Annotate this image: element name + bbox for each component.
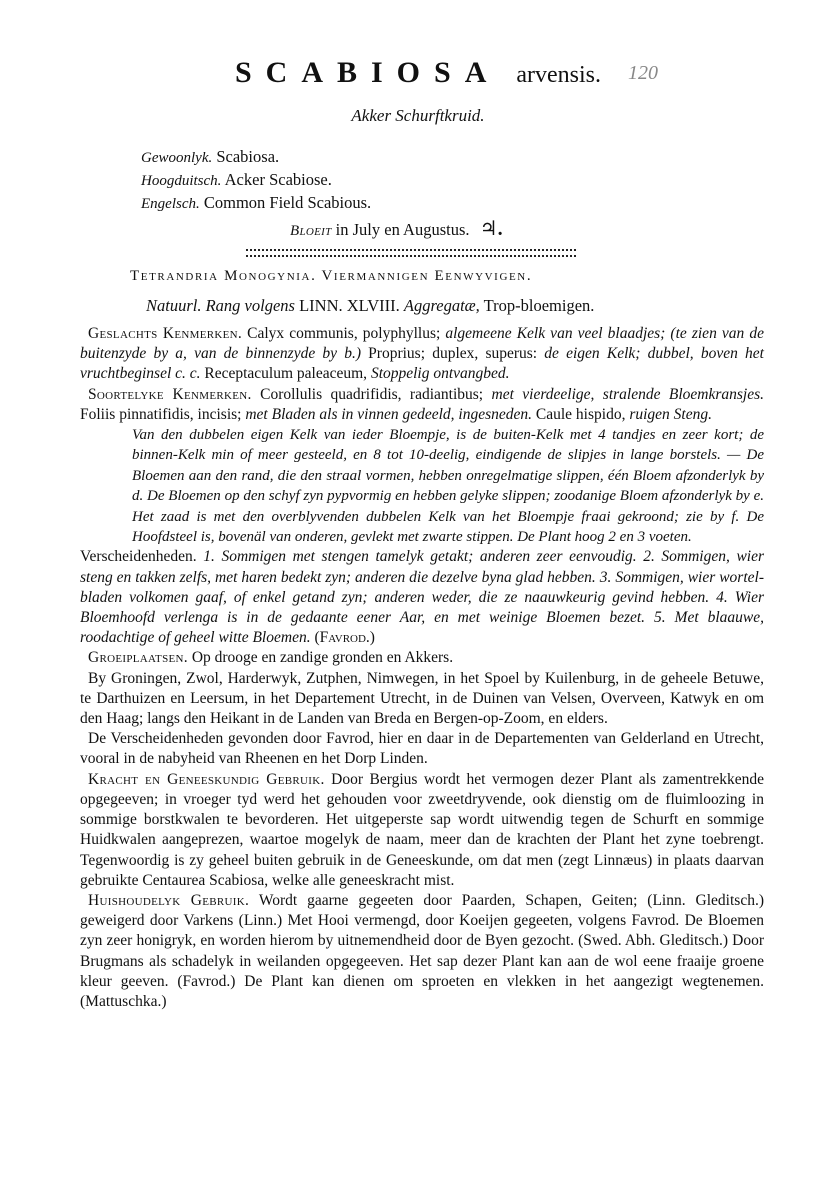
genus-title: SCABIOSA <box>234 56 501 89</box>
section-label: Verscheidenheden. <box>80 548 197 566</box>
latin-text: Caule hispido, <box>535 405 626 423</box>
rank-number: XLVIII. <box>346 296 400 315</box>
page-title <box>0 56 836 90</box>
name-row-2 <box>141 192 371 215</box>
natural-rank <box>146 296 594 316</box>
name-value: Scabiosa. <box>216 147 280 166</box>
dutch-text: de eigen Kelk; dubbel, boven het vruchtbeginsel c. c. <box>80 345 764 383</box>
bloom-label: Bloeit <box>290 223 332 239</box>
varieties-text: 1. Sommigen met stengen tamelyk getakt; anderen zeer eenvoudig. 2. Sommigen, wier steng en takken zelfs, met haren bedekt zyn; anderen die dezelve byna glad hebben. 3. Sommigen, wier wortel-bladen volkomen gaaf, of enkel getand zyn; anderen weder, die ze naauwkeurig gevind hebben. 4. Wier Bloemhoofd verlenga is in de gedaante eener Aar, en met weinige Bloemen bezet. 5. Met blaauwe, roodachtige of geheel witte Bloemen. <box>80 548 765 647</box>
habitat-heading <box>80 648 764 668</box>
habitat-locations: By Groningen, Zwol, Harderwyk, Zutphen, Nimwegen, in het Spoel by Kuilenburg, in de geheele Betuwe, te Darthuizen en Leersum, in het Departement Utrecht, in de Duinen van Velsen, Overveen, Katwyk en om den Haag; langs den Heikant in de Landen van Breda en Bergen-op-Zoom, en elders. <box>80 669 764 728</box>
genus-characters <box>80 324 764 385</box>
latin-text: Receptaculum paleaceum, <box>204 365 368 383</box>
dutch-text: met Bladen als in vinnen gedeeld, ingesneden. <box>245 405 533 423</box>
household-use <box>80 891 764 1012</box>
names-list <box>141 146 371 215</box>
rank-linn: LINN. <box>299 296 343 315</box>
body-text <box>80 324 764 1012</box>
common-name: Akker Schurftkruid. <box>351 106 485 125</box>
habitat-varieties: De Verscheidenheden gevonden door Favrod, hier en daar in de Departementen van Gelderland en Utrecht, vooral in de nabyheid van Rheenen en het Dorp Linden. <box>80 730 764 768</box>
name-lang: Hoogduitsch. <box>141 173 222 189</box>
section-label: Soortelyke Kenmerken. <box>88 385 252 403</box>
ornamental-divider <box>246 249 576 257</box>
section-label: Huishoudelyk Gebruik. <box>88 891 250 909</box>
species-characters <box>80 385 764 425</box>
name-row-1 <box>141 169 371 192</box>
dutch-text: Stoppelig ontvangbed. <box>370 365 510 383</box>
name-value: Acker Scabiose. <box>224 170 332 189</box>
dutch-text: ruigen Steng. <box>629 405 712 423</box>
dutch-text: algemeene Kelk van veel blaadjes; (te zien van de buitenzyde by a, van de binnenzyde by b.) <box>80 325 764 363</box>
habitat-text: Op drooge en zandige gronden en Akkers. <box>191 649 454 667</box>
classification: Tetrandria Monogynia. Viermannigen Eenwyvigen. <box>130 268 533 284</box>
name-lang: Engelsch. <box>141 196 200 212</box>
name-lang: Gewoonlyk. <box>141 150 213 166</box>
name-row-0 <box>141 146 371 169</box>
latin-text: Proprius; duplex, superus: <box>368 345 538 363</box>
species-title: arvensis. <box>516 62 602 88</box>
latin-text: Foliis pinnatifidis, incisis; <box>80 405 242 423</box>
bloom-text: in July en Augustus. <box>335 220 470 239</box>
perennial-symbol: ♃. <box>479 218 503 240</box>
rank-dutch: Trop-bloemigen. <box>483 296 595 315</box>
rank-order: Aggregatæ, <box>403 296 480 315</box>
varieties-paragraph <box>80 547 764 648</box>
section-label: Kracht en Geneeskundig Gebruik. <box>88 770 325 788</box>
reference: (Favrod.) <box>314 629 375 647</box>
name-value: Common Field Scabious. <box>203 193 372 212</box>
description-paragraph: Van den dubbelen eigen Kelk van ieder Bloempje, is de buiten-Kelk met 4 tandjes en zeer kort; de binnen-Kelk min of meer gesteeld, en 8 tot 10-deelig, eindigende de slipjes in lange borstels. — De Bloemen aan den rand, die den straal vormen, hebben onregelmatige slippen, één Bloem afzonderlyk by d. De Bloemen op den schyf zyn pypvormig en hebben gelyke slippen; zoodanige Bloem afzonderlyk by e. Het zaad is met den overblyvenden dubbelen Kelk van het Bloempje fraai gekroond; zie by f. De Hoofdsteel is, bovenäl van onderen, gevlekt met zwarte stippen. De Plant hoog 2 en 3 voeten. <box>132 427 764 546</box>
latin-text: Calyx communis, polyphyllus; <box>247 325 441 342</box>
rank-label: Natuurl. Rang volgens <box>146 296 295 315</box>
dutch-text: met vierdeelige, stralende Bloemkransjes. <box>491 385 765 403</box>
medicinal-text: Door Bergius wordt het vermogen dezer Plant als zamentrekkende opgegeeven; in vroeger tyd werd het gehouden voor zweetdryvende, ook dienstig om de fluimloozing in sommige borstkwalen te bevorderen. Het uitgeperste sap wordt uitwendig tegen de Schurft en sommige Huidkwalen aangeprezen, waartoe mogelyk de naam, meer dan de krachten der Plant het zyne toebrengt. Tegenwoordig is zy geheel buiten gebruik in de Geneeskunde, om dat men (zegt Linnæus) in plaats daarvan gebruikte Centaurea Scabiosa, welke alle geneeskracht mist. <box>80 770 764 889</box>
household-text: Wordt gaarne gegeeten door Paarden, Schapen, Geiten; (Linn. Gleditsch.) geweigerd door Varkens (Linn.) Met Hooi vermengd, door Koeijen gegeeten, volgens Favrod. De Bloemen zyn zeer honigryk, en worden hierom by uitnemendheid door de Byen gezocht. (Swed. Abh. Gleditsch.) Door Brugmans als schadelyk in weilanden opgegeeven. Het sap dezer Plant kan aan de wol eene fraaije groene kleur geeven. (Favrod.) De Plant kan dienen om sproeten en vlekken in het aangezigt wegtenemen. (Mattuschka.) <box>80 891 764 1010</box>
section-label: Geslachts Kenmerken. <box>88 325 243 342</box>
section-label: Groeiplaatsen. <box>88 649 188 667</box>
latin-text: Corollulis quadrifidis, radiantibus; <box>260 385 484 403</box>
medicinal-use <box>80 770 764 891</box>
bloom-line <box>290 216 503 241</box>
handwritten-page-number: 120 <box>628 62 658 84</box>
